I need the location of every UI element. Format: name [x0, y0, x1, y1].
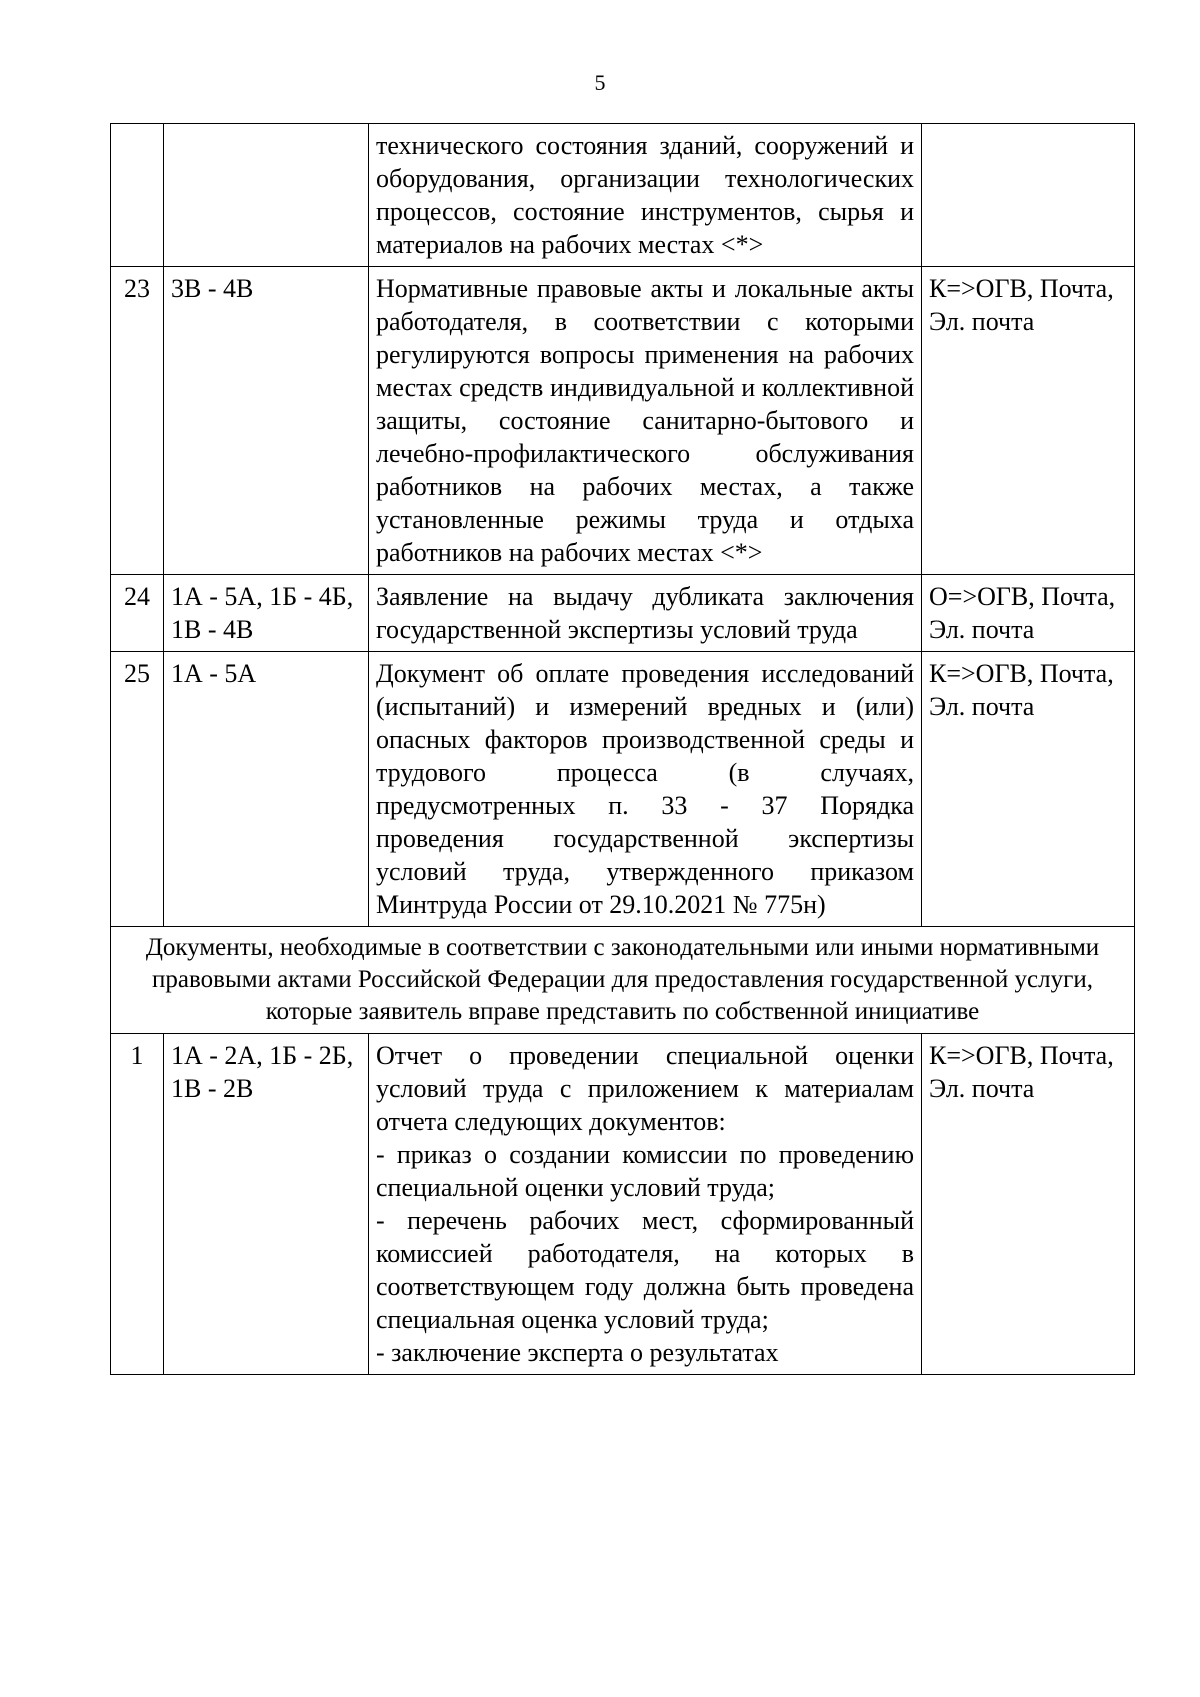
row-codes: 1А - 2А, 1Б - 2Б, 1В - 2В	[164, 1034, 369, 1375]
row-number	[111, 124, 164, 267]
table-body-top	[111, 124, 1135, 927]
description-paragraph: Нормативные правовые акты и локальные акты работодателя, в соответствии с которыми регулируются вопросы применения на рабочих местах средств индивидуальной и коллективной защиты, состояние санитарно-бытового и лечебно-профилактического обслуживания работников на рабочих местах, а также установленные режимы труда и отдыха работников на рабочих местах <*>	[376, 274, 914, 567]
row-description	[369, 575, 922, 652]
row-description	[369, 652, 922, 927]
row-codes: 1А - 5А, 1Б - 4Б, 1В - 4В	[164, 575, 369, 652]
section-heading-group	[111, 927, 1135, 1034]
description-paragraph: - перечень рабочих мест, сформированный комиссией работодателя, на которых в соответствующем году должна быть проведена специальная оценка условий труда;	[376, 1206, 914, 1334]
row-description	[369, 124, 922, 267]
row-delivery-method: О=>ОГВ, Почта, Эл. почта	[922, 575, 1135, 652]
row-description	[369, 1034, 922, 1375]
row-codes: 3В - 4В	[164, 267, 369, 575]
description-paragraph: Заявление на выдачу дубликата заключения государственной экспертизы условий труда	[376, 582, 914, 644]
description-paragraph: Отчет о проведении специальной оценки условий труда с приложением к материалам отчета следующих документов:	[376, 1041, 914, 1136]
row-number: 23	[111, 267, 164, 575]
table-body-bottom	[111, 1034, 1135, 1375]
description-paragraph: - заключение эксперта о результатах	[376, 1338, 779, 1367]
table-row	[111, 124, 1135, 267]
row-codes: 1А - 5А	[164, 652, 369, 927]
row-number: 1	[111, 1034, 164, 1375]
table-row	[111, 575, 1135, 652]
row-number: 24	[111, 575, 164, 652]
section-heading-row	[111, 927, 1135, 1034]
row-description	[369, 267, 922, 575]
row-delivery-method: К=>ОГВ, Почта, Эл. почта	[922, 1034, 1135, 1375]
description-paragraph: технического состояния зданий, сооружений и оборудования, организации технологических процессов, состояние инструментов, сырья и материалов на рабочих местах <*>	[376, 131, 914, 259]
row-codes	[164, 124, 369, 267]
row-number: 25	[111, 652, 164, 927]
table-row	[111, 1034, 1135, 1375]
page-number: 5	[594, 70, 606, 95]
description-paragraph: Документ об оплате проведения исследований (испытаний) и измерений вредных и (или) опасных факторов производственной среды и трудового процесса (в случаях, предусмотренных п. 33 - 37 Порядка проведения государственной экспертизы условий труда, утвержденного приказом Минтруда России от 29.10.2021 № 775н)	[376, 659, 914, 919]
row-delivery-method: К=>ОГВ, Почта, Эл. почта	[922, 652, 1135, 927]
table-row	[111, 652, 1135, 927]
table-row	[111, 267, 1135, 575]
row-delivery-method: К=>ОГВ, Почта, Эл. почта	[922, 267, 1135, 575]
section-heading: Документы, необходимые в соответствии с законодательными или иными нормативными правовыми актами Российской Федерации для предоставления государственной услуги, которые заявитель вправе представить по собственной инициативе	[111, 927, 1135, 1034]
row-delivery-method	[922, 124, 1135, 267]
description-paragraph: - приказ о создании комиссии по проведению специальной оценки условий труда;	[376, 1140, 914, 1202]
documents-table	[110, 123, 1135, 1375]
